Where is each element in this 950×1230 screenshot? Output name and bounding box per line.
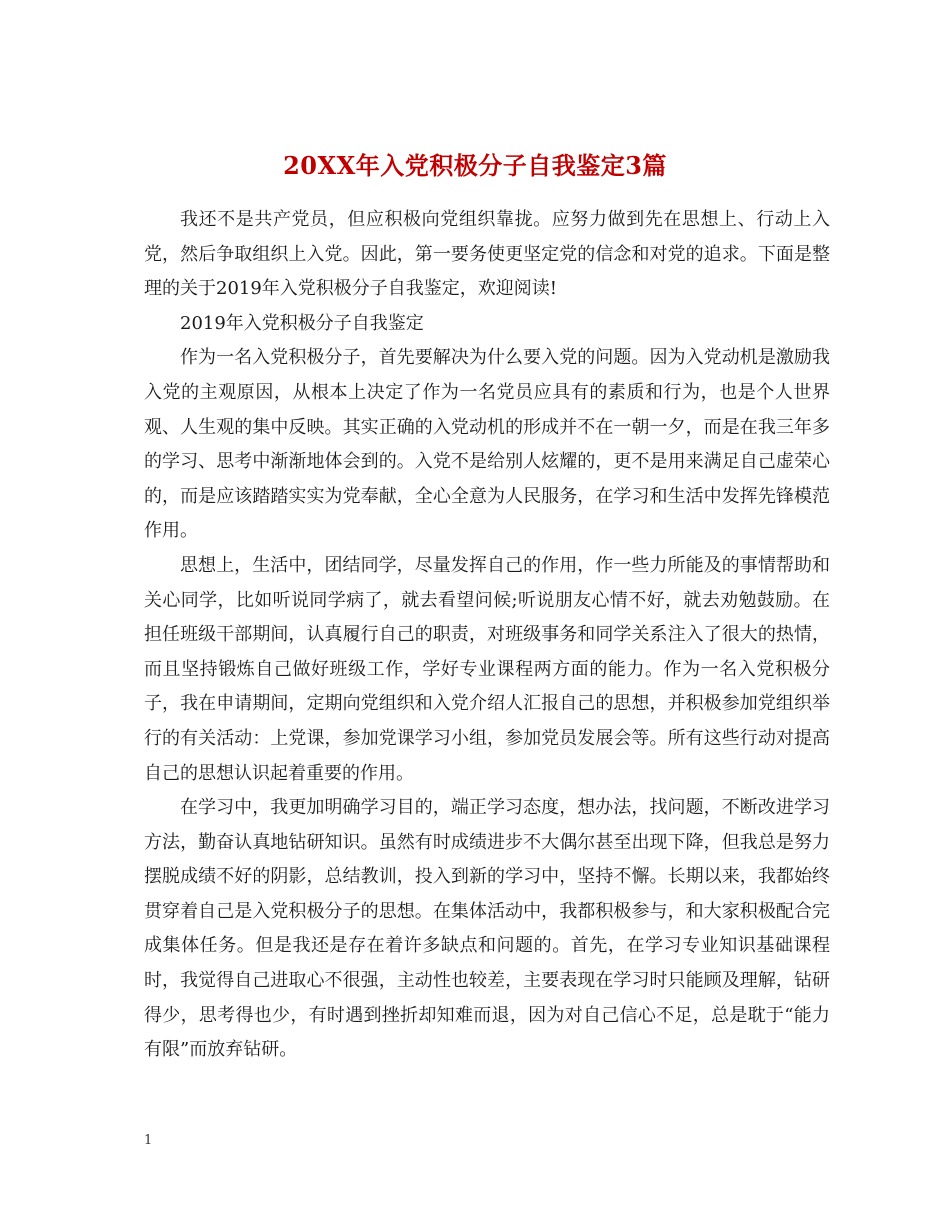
body-paragraph-study: 在学习中，我更加明确学习目的，端正学习态度，想办法，找问题，不断改进学习方法，勤奋认真地钻研知识。虽然有时成绩进步不大偶尔甚至出现下降，但我总是努力摆脱成绩不好的阴影，总结教训，投入到新的学习中，坚持不懈。长期以来，我都始终贯穿着自己是入党积极分子的思想。在集体活动中，我都积极参与，和大家积极配合完成集体任务。但是我还是存在着许多缺点和问题的。首先，在学习专业知识基础课程时，我觉得自己进取心不很强，主动性也较差，主要表现在学习时只能顾及理解，钻研得少，思考得也少，有时遇到挫折却知难而退，因为对自己信心不足，总是耽于“能力有限”而放弃钻研。: [144, 797, 830, 1061]
body-paragraph-thought: 思想上，生活中，团结同学，尽量发挥自己的作用，作一些力所能及的事情帮助和关心同学，比如听说同学病了，就去看望问候;听说朋友心情不好，就去劝勉鼓励。在担任班级干部期间，认真履行自己的职责，对班级事务和同学关系注入了很大的热情，而且坚持锻炼自己做好班级工作，学好专业课程两方面的能力。作为一名入党积极分子，我在申请期间，定期向党组织和入党介绍人汇报自己的思想，并积极参加党组织举行的有关活动：上党课，参加党课学习小组，参加党员发展会等。所有这些行动对提高自己的思想认识起着重要的作用。: [144, 554, 830, 784]
body-paragraph-motivation: 作为一名入党积极分子，首先要解决为什么要入党的问题。因为入党动机是激励我入党的主观原因，从根本上决定了作为一名党员应具有的素质和行为，也是个人世界观、人生观的集中反映。其实正确的入党动机的形成并不在一朝一夕，而是在我三年多的学习、思考中渐渐地体会到的。入党不是给别人炫耀的，更不是用来满足自己虚荣心的，而是应该踏踏实实为党奉献，全心全意为人民服务，在学习和生活中发挥先锋模范作用。: [144, 347, 830, 542]
section-heading: 2019年入党积极分子自我鉴定: [180, 312, 424, 334]
document-body: [144, 203, 830, 1068]
page-number: 1: [144, 1133, 153, 1148]
intro-paragraph: 我还不是共产党员，但应积极向党组织靠拢。应努力做到先在思想上、行动上入党，然后争取组织上入党。因此，第一要务使更坚定党的信念和对党的追求。下面是整理的关于2019年入党积极分子自我鉴定，欢迎阅读!: [144, 209, 830, 300]
document-title: 20XX年入党积极分子自我鉴定3篇: [283, 151, 667, 181]
